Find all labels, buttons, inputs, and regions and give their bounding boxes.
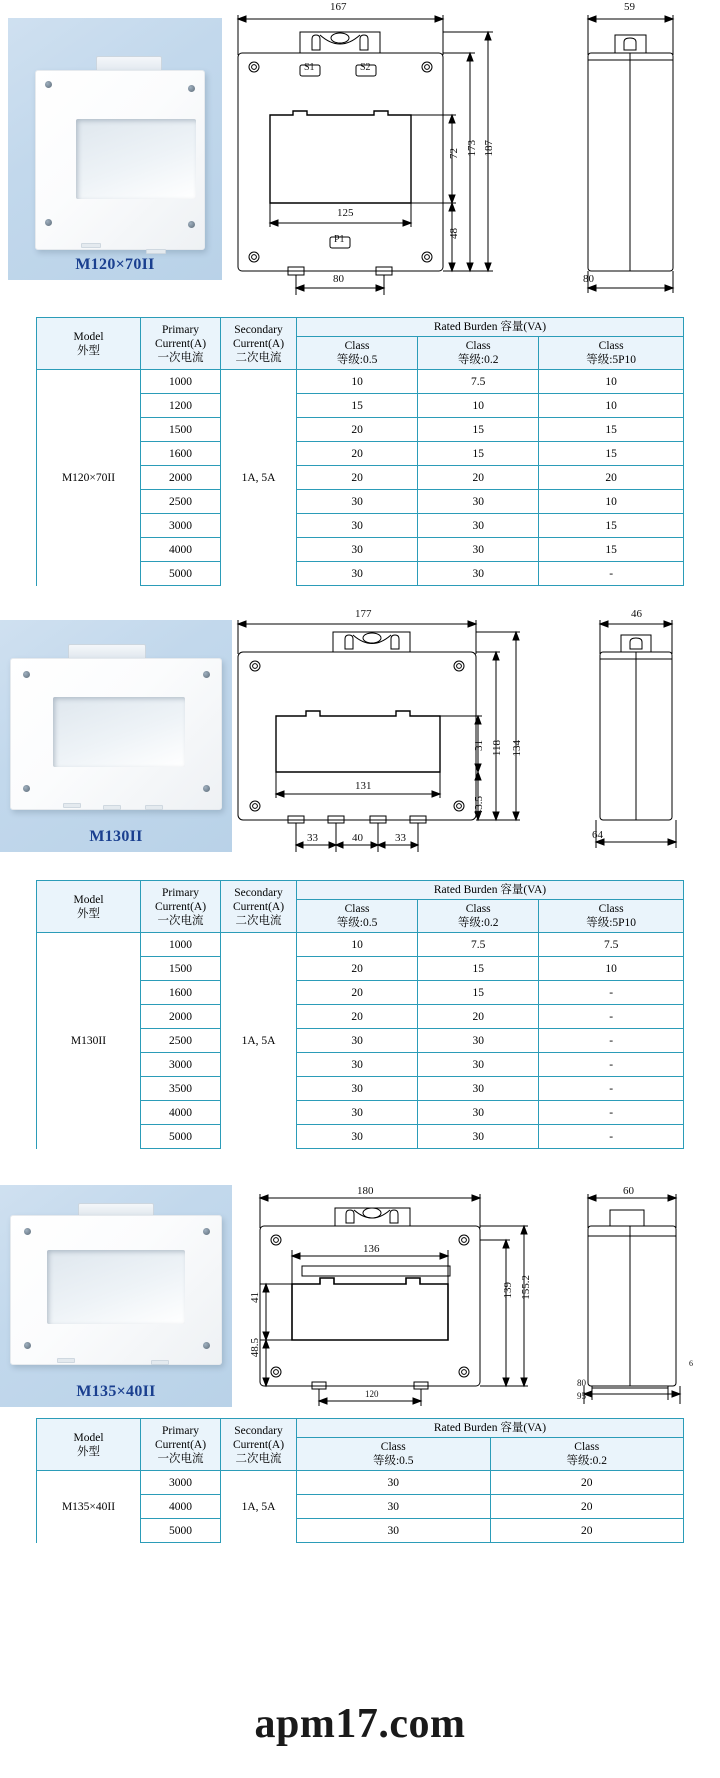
cell-burden-c05: 30 — [297, 562, 418, 586]
dim-side-base: 80 — [577, 1378, 586, 1388]
th-class-05: Class 等级:0.5 — [297, 900, 418, 933]
th-primary: Primary Current(A) 一次电流 — [141, 318, 221, 370]
cell-primary-current: 1500 — [141, 957, 221, 981]
th-primary: Primary Current(A) 一次电流 — [141, 1419, 221, 1471]
th-class-05: Class 等级:0.5 — [297, 337, 418, 370]
cell-primary-current: 2000 — [141, 466, 221, 490]
cell-burden-c5p10: 10 — [539, 957, 684, 981]
dim-inner-width: 136 — [363, 1243, 380, 1255]
table-header-row — [37, 881, 684, 900]
photo-screw — [45, 219, 52, 226]
terminal-label-p1: P1 — [334, 234, 345, 245]
cell-primary-current: 1000 — [141, 370, 221, 394]
cell-secondary-current: 1A, 5A — [221, 1471, 297, 1543]
cell-primary-current: 3500 — [141, 1077, 221, 1101]
dim-height-window: 72 — [448, 148, 460, 159]
cell-burden-c02: 7.5 — [418, 933, 539, 957]
dim-front-width: 177 — [355, 608, 372, 620]
th-class-02: Class 等级:0.2 — [418, 900, 539, 933]
cell-burden-c02: 30 — [418, 1053, 539, 1077]
cell-burden-c02: 20 — [418, 466, 539, 490]
table-body-m130ii — [37, 933, 684, 1149]
table-row — [37, 370, 684, 394]
photo-screw — [45, 81, 52, 88]
cell-burden-c5p10: 20 — [539, 466, 684, 490]
cell-primary-current: 1600 — [141, 981, 221, 1005]
cell-burden-c5p10: - — [539, 1077, 684, 1101]
cell-burden-c05: 10 — [297, 933, 418, 957]
spec-table-wrap-m120x70ii — [36, 317, 684, 586]
cell-burden-c02: 15 — [418, 418, 539, 442]
cell-burden-c5p10: 15 — [539, 538, 684, 562]
spec-table-m130ii — [36, 880, 684, 1149]
th-class-02: Class 等级:0.2 — [490, 1438, 684, 1471]
cell-burden-c05: 20 — [297, 466, 418, 490]
cell-burden-c02: 30 — [418, 1101, 539, 1125]
cell-burden-c05: 15 — [297, 394, 418, 418]
th-class-5p10: Class 等级:5P10 — [539, 337, 684, 370]
photo-foot — [103, 805, 121, 810]
cell-burden-c5p10: - — [539, 981, 684, 1005]
cell-burden-c02: 30 — [418, 490, 539, 514]
dim-side-width: 46 — [631, 608, 642, 620]
cell-burden-c5p10: - — [539, 1053, 684, 1077]
photo-foot — [145, 805, 163, 810]
dim-foot-right: 33 — [395, 832, 406, 844]
cell-burden-c02: 20 — [490, 1519, 684, 1543]
dim-height-window: 41 — [249, 1292, 261, 1303]
table-header-row — [37, 1419, 684, 1438]
photo-window — [53, 697, 185, 767]
table-row — [37, 1471, 684, 1495]
dim-front-width: 167 — [330, 1, 347, 13]
cell-burden-c5p10: - — [539, 1005, 684, 1029]
dim-front-width: 180 — [357, 1185, 374, 1197]
cell-burden-c05: 30 — [297, 1029, 418, 1053]
th-secondary: Secondary Current(A) 二次电流 — [221, 881, 297, 933]
cell-burden-c5p10: - — [539, 562, 684, 586]
cell-burden-c05: 30 — [297, 1519, 491, 1543]
cell-burden-c05: 20 — [297, 418, 418, 442]
cell-burden-c5p10: 7.5 — [539, 933, 684, 957]
cell-burden-c5p10: 10 — [539, 490, 684, 514]
cell-burden-c02: 15 — [418, 981, 539, 1005]
dim-side-base: 64 — [592, 829, 603, 841]
drawing-m135x40ii — [240, 1188, 720, 1408]
cell-primary-current: 4000 — [141, 1101, 221, 1125]
cell-burden-c5p10: - — [539, 1029, 684, 1053]
table-body-m120x70ii — [37, 370, 684, 586]
cell-burden-c05: 20 — [297, 442, 418, 466]
photo-foot — [151, 1360, 169, 1365]
th-model: Model 外型 — [37, 318, 141, 370]
th-model: Model 外型 — [37, 881, 141, 933]
cell-primary-current: 3000 — [141, 1471, 221, 1495]
photo-foot — [146, 249, 166, 254]
cell-burden-c05: 20 — [297, 957, 418, 981]
cell-burden-c05: 20 — [297, 981, 418, 1005]
cell-burden-c05: 30 — [297, 1053, 418, 1077]
dim-height-lower: 43.5 — [473, 796, 485, 816]
cell-model: M120×70II — [37, 370, 141, 586]
dim-side-small: 6 — [689, 1359, 693, 1368]
dim-height-lower: 48 — [448, 228, 460, 239]
table-row — [37, 933, 684, 957]
terminal-label-s1: S1 — [304, 62, 315, 73]
cell-burden-c5p10: 15 — [539, 514, 684, 538]
cell-burden-c02: 30 — [418, 1029, 539, 1053]
product-photo-m120x70ii — [8, 18, 222, 280]
cell-burden-c05: 30 — [297, 538, 418, 562]
cell-burden-c5p10: 10 — [539, 370, 684, 394]
cell-burden-c05: 30 — [297, 1495, 491, 1519]
th-class-02: Class 等级:0.2 — [418, 337, 539, 370]
cell-burden-c05: 30 — [297, 1077, 418, 1101]
cell-primary-current: 5000 — [141, 1125, 221, 1149]
drawing-m130ii — [228, 612, 720, 862]
th-secondary: Secondary Current(A) 二次电流 — [221, 318, 297, 370]
dim-side-outer: 95 — [577, 1391, 586, 1401]
table-body-m135x40ii — [37, 1471, 684, 1543]
dim-height-inner: 118 — [491, 740, 503, 757]
dim-height-lower: 48.5 — [249, 1338, 261, 1358]
photo-screw — [24, 1342, 31, 1349]
dim-foot-span: 120 — [365, 1389, 379, 1399]
th-model: Model 外型 — [37, 1419, 141, 1471]
photo-body — [10, 1215, 222, 1365]
cell-burden-c02: 15 — [418, 442, 539, 466]
cell-primary-current: 2500 — [141, 490, 221, 514]
dim-side-width: 60 — [623, 1185, 634, 1197]
th-burden: Rated Burden 容量(VA) — [297, 1419, 684, 1438]
photo-foot — [81, 243, 101, 248]
cell-burden-c02: 30 — [418, 1077, 539, 1101]
photo-foot — [57, 1358, 75, 1363]
cell-burden-c05: 30 — [297, 1471, 491, 1495]
cell-burden-c5p10: - — [539, 1125, 684, 1149]
th-primary: Primary Current(A) 一次电流 — [141, 881, 221, 933]
cell-primary-current: 2000 — [141, 1005, 221, 1029]
dim-height-total: 187 — [483, 140, 495, 157]
photo-screw — [203, 785, 210, 792]
product-photo-m135x40ii — [0, 1185, 232, 1407]
photo-body — [10, 658, 222, 810]
cell-burden-c5p10: 10 — [539, 394, 684, 418]
cell-burden-c5p10: 15 — [539, 418, 684, 442]
cell-burden-c02: 20 — [490, 1471, 684, 1495]
photo-window — [47, 1250, 185, 1324]
cell-model: M135×40II — [37, 1471, 141, 1543]
dim-foot-left: 33 — [307, 832, 318, 844]
cell-burden-c05: 30 — [297, 1125, 418, 1149]
th-secondary: Secondary Current(A) 二次电流 — [221, 1419, 297, 1471]
th-burden: Rated Burden 容量(VA) — [297, 318, 684, 337]
dim-bottom-offset: 80 — [333, 273, 344, 285]
photo-screw — [203, 671, 210, 678]
dim-height-inner: 139 — [502, 1282, 514, 1299]
cell-burden-c05: 30 — [297, 1101, 418, 1125]
th-class-05: Class 等级:0.5 — [297, 1438, 491, 1471]
cell-burden-c02: 30 — [418, 562, 539, 586]
dim-inner-width: 131 — [355, 780, 372, 792]
photo-screw — [188, 221, 195, 228]
product-photo-m130ii — [0, 620, 232, 852]
photo-screw — [203, 1228, 210, 1235]
cell-burden-c05: 30 — [297, 490, 418, 514]
spec-table-wrap-m135x40ii — [36, 1418, 684, 1543]
cell-primary-current: 1200 — [141, 394, 221, 418]
cell-secondary-current: 1A, 5A — [221, 933, 297, 1149]
product-caption: M120×70II — [75, 256, 155, 273]
th-class-5p10: Class 等级:5P10 — [539, 900, 684, 933]
cell-burden-c05: 10 — [297, 370, 418, 394]
cell-primary-current: 1000 — [141, 933, 221, 957]
product-caption: M135×40II — [76, 1383, 156, 1400]
dim-side-width: 59 — [624, 1, 635, 13]
photo-screw — [23, 785, 30, 792]
photo-body — [35, 70, 205, 250]
product-caption: M130II — [89, 828, 143, 845]
cell-primary-current: 1600 — [141, 442, 221, 466]
spec-table-m120x70ii — [36, 317, 684, 586]
cell-burden-c02: 30 — [418, 1125, 539, 1149]
cell-primary-current: 5000 — [141, 562, 221, 586]
cell-primary-current: 2500 — [141, 1029, 221, 1053]
cell-burden-c02: 30 — [418, 538, 539, 562]
cell-primary-current: 5000 — [141, 1519, 221, 1543]
site-watermark: apm17.com — [254, 1701, 466, 1747]
cell-burden-c02: 7.5 — [418, 370, 539, 394]
cell-burden-c5p10: - — [539, 1101, 684, 1125]
terminal-label-s2: S2 — [360, 62, 371, 73]
spec-table-wrap-m130ii — [36, 880, 684, 1149]
cell-primary-current: 1500 — [141, 418, 221, 442]
spec-table-m135x40ii — [36, 1418, 684, 1543]
photo-foot — [63, 803, 81, 808]
dim-side-base: 80 — [583, 273, 594, 285]
cell-burden-c02: 30 — [418, 514, 539, 538]
cell-burden-c02: 20 — [418, 1005, 539, 1029]
cell-primary-current: 4000 — [141, 538, 221, 562]
dim-inner-width: 125 — [337, 207, 354, 219]
dim-height-window: 31 — [473, 740, 485, 751]
cell-primary-current: 3000 — [141, 514, 221, 538]
cell-burden-c02: 15 — [418, 957, 539, 981]
photo-screw — [23, 671, 30, 678]
cell-model: M130II — [37, 933, 141, 1149]
photo-screw — [24, 1228, 31, 1235]
photo-window — [76, 119, 196, 199]
cell-primary-current: 4000 — [141, 1495, 221, 1519]
cell-burden-c05: 30 — [297, 514, 418, 538]
cell-primary-current: 3000 — [141, 1053, 221, 1077]
cell-burden-c05: 20 — [297, 1005, 418, 1029]
dim-foot-mid: 40 — [352, 832, 363, 844]
dim-height-inner: 173 — [466, 140, 478, 157]
cell-burden-c02: 20 — [490, 1495, 684, 1519]
dim-height-total: 155.2 — [520, 1275, 532, 1300]
cell-burden-c02: 10 — [418, 394, 539, 418]
photo-screw — [203, 1342, 210, 1349]
table-header-row — [37, 318, 684, 337]
photo-screw — [188, 85, 195, 92]
th-burden: Rated Burden 容量(VA) — [297, 881, 684, 900]
dim-height-total: 134 — [511, 740, 523, 757]
cell-burden-c5p10: 15 — [539, 442, 684, 466]
cell-secondary-current: 1A, 5A — [221, 370, 297, 586]
